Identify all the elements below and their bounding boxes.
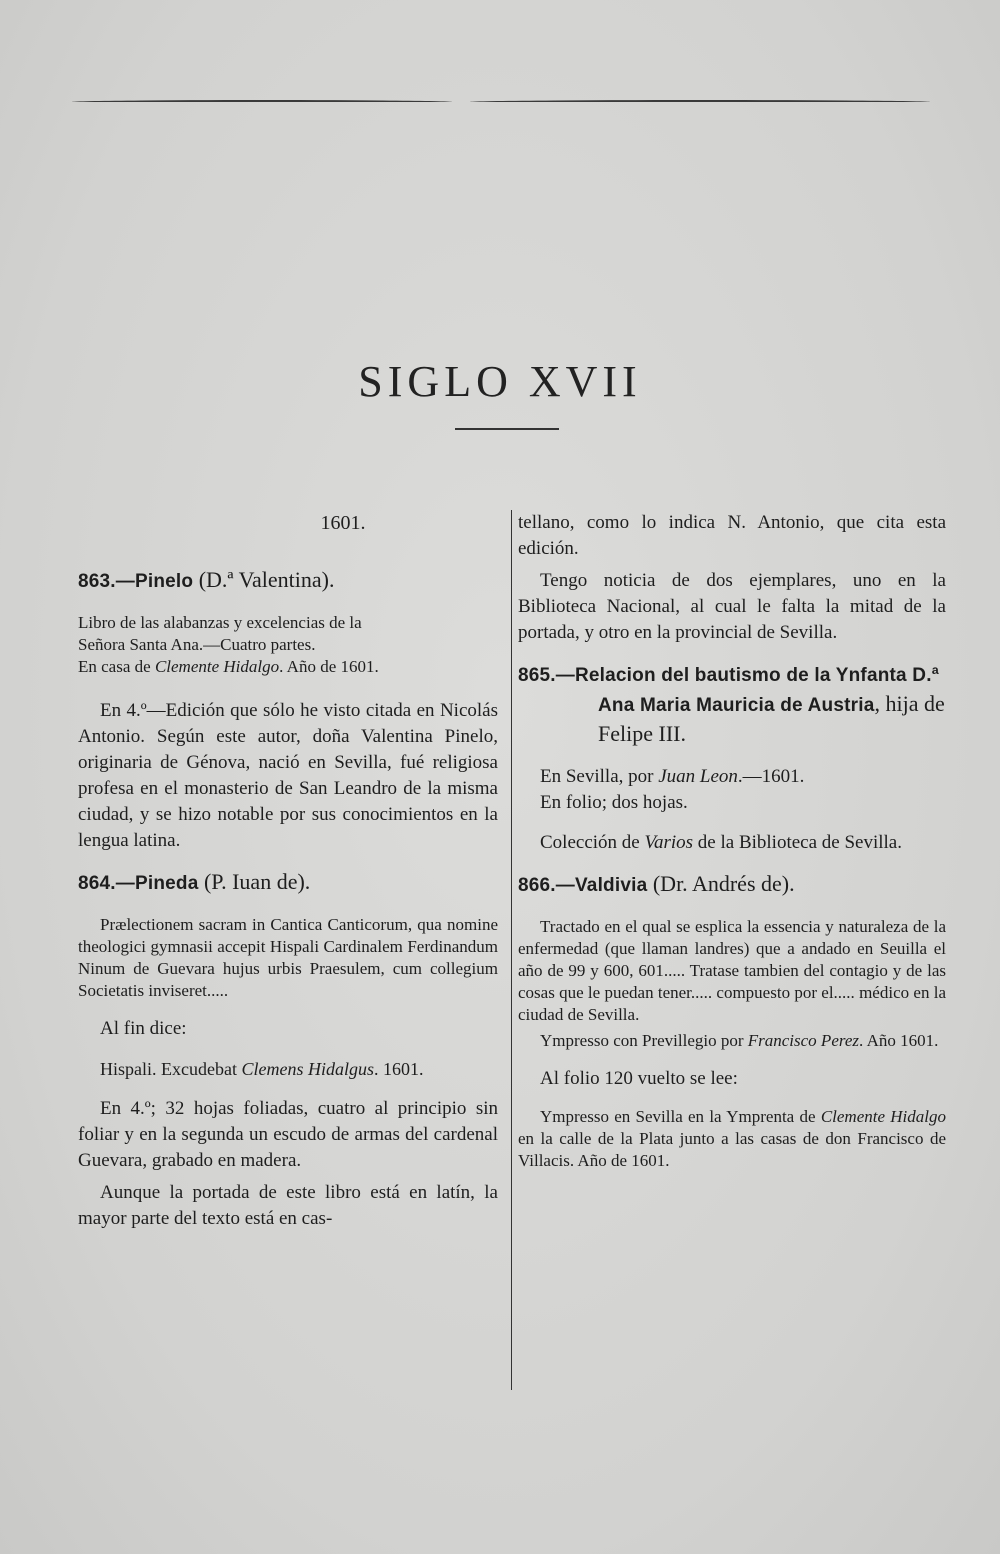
printer-name: Clemente Hidalgo <box>820 1107 947 1126</box>
folio-note: Al folio 120 vuelto se lee: <box>540 1068 738 1089</box>
entry-864-note: En 4.º; 32 hojas foliadas, cuatro al principio sin foliar y en la segunda un escudo de armas del cardenal Guevara, grabado en madera. <box>78 1098 498 1171</box>
top-ornamental-rule-right <box>470 100 930 112</box>
entry-number: 866.— <box>518 875 575 896</box>
printer-name: Clemente Hidalgo <box>154 657 280 676</box>
entry-864-heading <box>78 868 498 898</box>
year-heading: 1601. <box>320 512 366 534</box>
imprint-line: En Sevilla, por Juan Leon.—1601. <box>540 766 805 787</box>
title-underline <box>455 428 559 430</box>
entry-author-name: (P. Iuan de). <box>198 869 311 894</box>
entry-866-title: Tractado en el qual se esplica la essencia y naturaleza de la enfermedad (que llaman landres) que a andado en Seuilla el año de 99 y 600, 601..... Tratase tambien del contagio y de las cosas que le puedan tener..... compuesto por el..... médico en la ciudad de Sevilla. <box>518 917 946 1024</box>
entry-author: Pinelo <box>134 571 194 592</box>
entry-title-continued: , hija de Felipe III. <box>598 691 945 746</box>
copies-note: Tengo noticia de dos ejemplares, uno en la Biblioteca Nacional, al cual le falta la mitad de la portada, y otro en la provincial de Sevilla. <box>518 570 946 643</box>
entry-866 <box>518 870 946 1172</box>
entry-865 <box>518 660 946 856</box>
format-line: En folio; dos hojas. <box>540 792 688 813</box>
entry-863-title <box>78 612 498 678</box>
entry-author-name: (D.ª Valentina). <box>193 567 335 592</box>
entry-864-title: Prælectionem sacram in Cantica Canticorum, qua nomine theologici gymnasii accepit Hispali Cardinalem Ferdinandum Ninum de Guevara hujus urbis Praesulem, cum collegium Societatis inviseret..... <box>78 915 498 1000</box>
colophon-intro: Al fin dice: <box>100 1018 187 1039</box>
entry-864-note-continued: Aunque la portada de este libro está en latín, la mayor parte del texto está en cas- <box>78 1182 498 1229</box>
printer-name: Clemens Hidalgus <box>241 1059 374 1079</box>
entry-number: 865.— <box>518 665 575 686</box>
left-column <box>78 510 498 1246</box>
entry-author: Valdivia <box>574 875 648 896</box>
title-line: Señora Santa Ana.—Cuatro partes. <box>78 635 316 654</box>
entry-number: 863.— <box>78 571 135 592</box>
printer-name: Juan Leon <box>658 766 738 787</box>
entry-title: Relacion del bautismo de la Ynfanta D.ª Ana Maria Mauricia de Austria <box>574 665 939 716</box>
entry-864 <box>78 868 498 1232</box>
imprint-line: En casa de Clemente Hidalgo. Año de 1601. <box>78 657 379 676</box>
privilege-line: Ympresso con Previllegio por Francisco Perez. Año 1601. <box>540 1031 939 1050</box>
entry-number: 864.— <box>78 873 135 894</box>
entry-author: Pineda <box>134 873 199 894</box>
entry-865-heading <box>518 660 946 748</box>
colophon-line: Ympresso en Sevilla en la Ymprenta de Clemente Hidalgo en la calle de la Plata junto a las casas de don Francisco de Villacis. Año de 1601. <box>518 1107 947 1170</box>
printer-name: Francisco Perez <box>747 1031 860 1050</box>
entry-866-heading <box>518 870 946 900</box>
colophon-line: Hispali. Excudebat Clemens Hidalgus. 1601. <box>100 1059 424 1079</box>
collection-line: Colección de Varios de la Biblioteca de Sevilla. <box>540 832 902 853</box>
entry-863-note: En 4.º—Edición que sólo he visto citada en Nicolás Antonio. Según este autor, doña Valentina Pinelo, originaria de Génova, nació en Sevilla, fué religiosa profesa en el monasterio de San Leandro de la misma ciudad, y se hizo notable por sus conocimientos en la lengua latina. <box>78 700 498 851</box>
column-divider <box>511 510 512 1390</box>
section-title: SIGLO XVII <box>358 357 642 406</box>
right-column <box>518 510 946 1186</box>
collection-name: Varios <box>644 832 694 853</box>
top-ornamental-rule-left <box>72 100 452 112</box>
continuation-text: tellano, como lo indica N. Antonio, que cita esta edición. <box>518 512 946 559</box>
entry-author-name: (Dr. Andrés de). <box>647 871 795 896</box>
title-line: Libro de las alabanzas y excelencias de la <box>78 613 362 632</box>
entry-863-heading <box>78 566 498 596</box>
entry-863 <box>78 566 498 854</box>
